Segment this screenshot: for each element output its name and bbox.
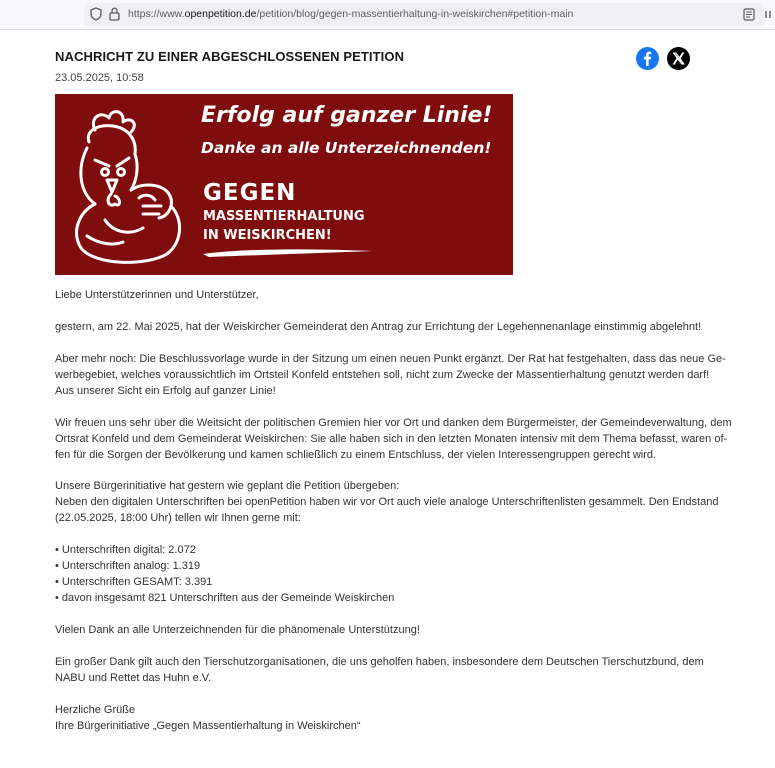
list-item: • Unterschriften analog: 1.319: [55, 560, 201, 572]
banner-massentierhaltung: MASSENTIERHALTUNG: [203, 209, 365, 224]
salutation: Liebe Unterstützerinnen und Unterstützer,: [55, 289, 259, 301]
lock-icon[interactable]: [109, 7, 120, 21]
signature-line: Ihre Bürgerinitiative „Gegen Massentierhaltung in Weiskirchen“: [55, 720, 361, 732]
x-logo-icon: [667, 47, 690, 70]
banner-weiskirchen: IN WEISKIRCHEN!: [203, 228, 332, 243]
paragraph-line: (22.05.2025, 18:00 Uhr) tellen wir Ihnen gerne mit:: [55, 512, 301, 524]
share-x-button[interactable]: [667, 47, 690, 70]
paragraph-line: Wir freuen uns sehr über die Weitsicht der politischen Gremien hier vor Ort und danken dem Bürgermeister, der Gemeindeverwaltung, dem: [55, 417, 732, 429]
toolbar-menu-icon[interactable]: [764, 8, 775, 21]
paragraph-line: Aber mehr noch: Die Beschlussvorlage wurde in der Sitzung um einen neuen Punkt ergänzt. Der Rat hat festgehalten, dass das neue Ge-: [55, 353, 726, 365]
url-path: /petition/blog/gegen-massentierhaltung-in-weiskirchen#petition-main: [256, 8, 574, 20]
shield-icon[interactable]: [90, 7, 102, 21]
post-date: 23.05.2025, 10:58: [55, 72, 144, 84]
paragraph-line: werbegebiet, welches voraussichtlich im Ortsteil Konfeld entstehen soll, nicht zum Zwecke der Massentierhaltung genutzt werden darf!: [55, 369, 710, 381]
success-banner: [55, 94, 513, 275]
share-facebook-button[interactable]: [636, 47, 659, 70]
list-item: • Unterschriften digital: 2.072: [55, 544, 196, 556]
url-prefix: https://www.: [128, 8, 185, 20]
banner-headline: Erfolg auf ganzer Linie!: [201, 103, 493, 128]
list-item: • davon insgesamt 821 Unterschriften aus der Gemeinde Weiskirchen: [55, 592, 395, 604]
facebook-icon: [636, 47, 659, 70]
paragraph-line: Neben den digitalen Unterschriften bei openPetition haben wir vor Ort auch viele analoge Unterschriftenlisten gesammelt. Den Endstand: [55, 496, 719, 508]
paragraph-line: Ortsrat Konfeld und dem Gemeinderat Weiskirchen: Sie alle haben sich in den letzten Monaten intensiv mit dem Thema befasst, waren of-: [55, 433, 728, 445]
paragraph-line: Aus unserer Sicht ein Erfolg auf ganzer Linie!: [55, 385, 276, 397]
paragraph-line: Vielen Dank an alle Unterzeichnenden für die phänomenale Unterstützung!: [55, 624, 420, 636]
browser-toolbar: [0, 0, 775, 30]
closing-greeting: Herzliche Grüße: [55, 704, 136, 716]
list-item: • Unterschriften GESAMT: 3.391: [55, 576, 213, 588]
banner-gegen: GEGEN: [203, 180, 297, 206]
paragraph-line: gestern, am 22. Mai 2025, hat der Weiskircher Gemeinderat den Antrag zur Errichtung der Legehennenanlage einstimmig abgelehnt!: [55, 321, 702, 333]
paragraph-line: NABU und Rettet das Huhn e.V.: [55, 672, 212, 684]
url-text[interactable]: [128, 8, 573, 20]
page-title: NACHRICHT ZU EINER ABGESCHLOSSENEN PETITION: [55, 49, 405, 64]
chicken-illustration-icon: [65, 108, 190, 268]
paragraph-line: Unsere Bürgerinitiative hat gestern wie geplant die Petition übergeben:: [55, 480, 400, 492]
brush-stroke-underline: [201, 245, 376, 259]
paragraph-line: Ein großer Dank gilt auch den Tierschutzorganisationen, die uns geholfen haben, insbesondere dem Deutschen Tierschutzbund, dem: [55, 656, 704, 668]
banner-subline: Danke an alle Unterzeichnenden!: [201, 139, 492, 157]
paragraph-line: fen für die Sorgen der Bevölkerung und kamen schließlich zu einem Entschluss, der vielen Interessengruppen gerecht wird.: [55, 449, 657, 461]
url-domain: openpetition.de: [184, 8, 257, 20]
reader-view-icon[interactable]: [743, 8, 755, 21]
